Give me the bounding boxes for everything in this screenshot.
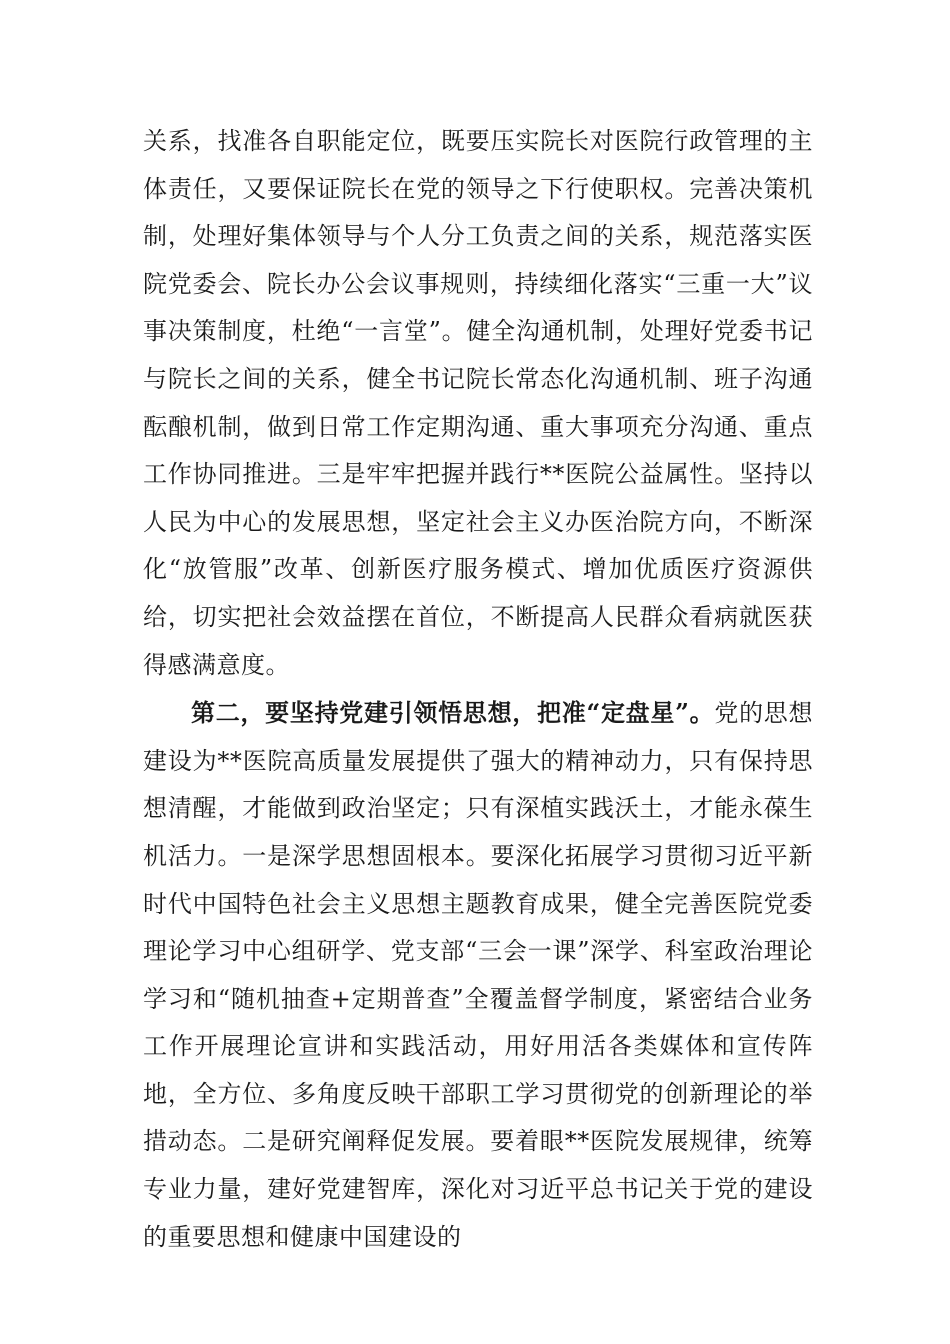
paragraph-2	[143, 689, 813, 1261]
paragraph-2-body: 党的思想建设为**医院高质量发展提供了强大的精神动力，只有保持思想清醒，才能做到政治坚定；只有深植实践沃土，才能永葆生机活力。一是深学思想固根本。要深化拓展学习贯彻习近平新时代中国特色社会主义思想主题教育成果，健全完善医院党委理论学习中心组研学、党支部“三会一课”深学、科室政治理论学习和“随机抽查+定期普查”全覆盖督学制度，紧密结合业务工作开展理论宣讲和实践活动，用好用活各类媒体和宣传阵地，全方位、多角度反映干部职工学习贯彻党的创新理论的举措动态。二是研究阐释促发展。要着眼**医院发展规律，统筹专业力量，建好党建智库，深化对习近平总书记关于党的建设的重要思想和健康中国建设的	[143, 699, 814, 1251]
paragraph-2-lead: 第二，要坚持党建引领悟思想，把准“定盘星”。	[191, 698, 715, 728]
body-text	[143, 118, 813, 1261]
paragraph-1: 关系，找准各自职能定位，既要压实院长对医院行政管理的主体责任，又要保证院长在党的领导之下行使职权。完善决策机制，处理好集体领导与个人分工负责之间的关系，规范落实医院党委会、院长办公会议事规则，持续细化落实“三重一大”议事决策制度，杜绝“一言堂”。健全沟通机制，处理好党委书记与院长之间的关系，健全书记院长常态化沟通机制、班子沟通酝酿机制，做到日常工作定期沟通、重大事项充分沟通、重点工作协同推进。三是牢牢把握并践行**医院公益属性。坚持以人民为中心的发展思想，坚定社会主义办医治院方向，不断深化“放管服”改革、创新医疗服务模式、增加优质医疗资源供给，切实把社会效益摆在首位，不断提高人民群众看病就医获得感满意度。	[143, 127, 813, 679]
